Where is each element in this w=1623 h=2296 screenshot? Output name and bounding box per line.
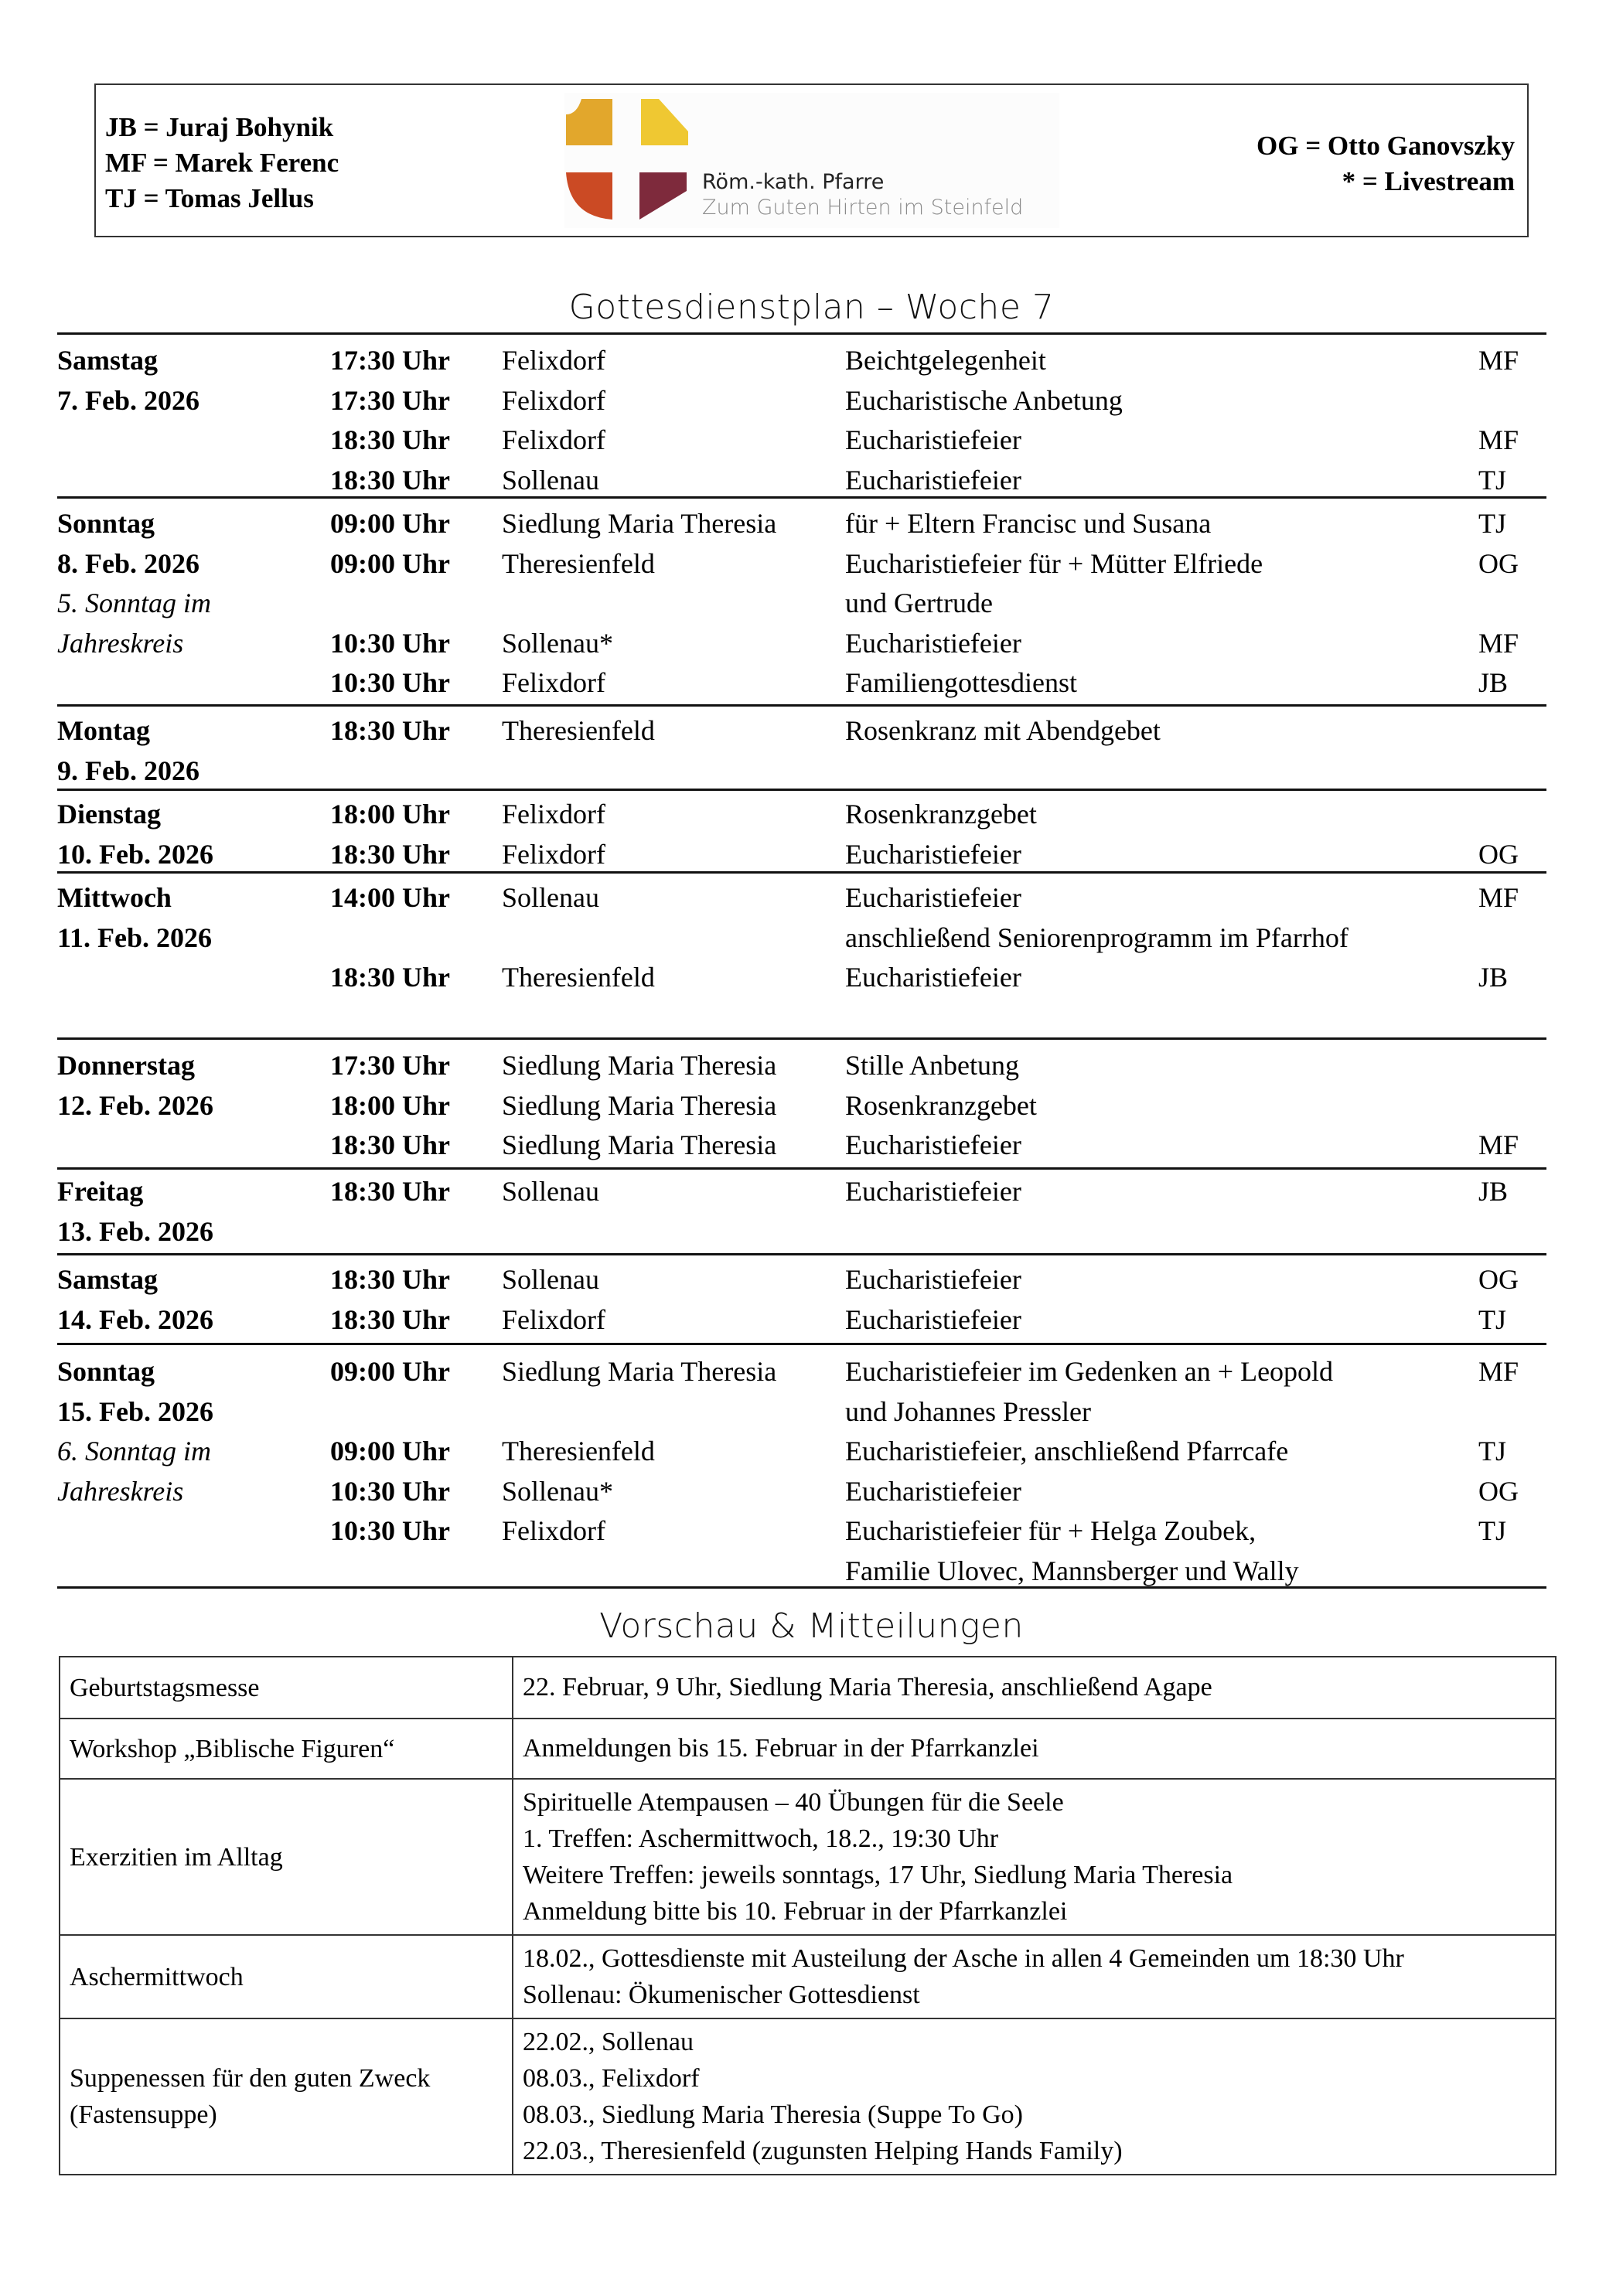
service-event: Eucharistiefeier (845, 882, 1021, 913)
day-divider (57, 871, 1546, 874)
announcements-title: Vorschau & Mitteilungen (599, 1606, 1024, 1646)
service-event: Familiengottesdienst (845, 667, 1077, 698)
service-priest: OG (1478, 838, 1519, 870)
service-event: Rosenkranz mit Abendgebet (845, 715, 1161, 746)
service-time: 18:30 Uhr (330, 715, 450, 746)
day-divider (57, 704, 1546, 707)
day-date: 12. Feb. 2026 (57, 1089, 213, 1121)
service-priest: TJ (1478, 1515, 1506, 1546)
announcements-table (59, 1656, 1557, 2175)
service-priest: MF (1478, 1129, 1519, 1160)
liturgical-note: Jahreskreis (57, 1475, 184, 1507)
day-name: Freitag (57, 1176, 144, 1207)
service-event: Eucharistiefeier (845, 838, 1021, 870)
service-location: Theresienfeld (502, 1436, 655, 1467)
service-event: Rosenkranzgebet (845, 1089, 1037, 1121)
day-divider (57, 1167, 1546, 1170)
service-event: Eucharistiefeier für + Mütter Elfriede (845, 547, 1263, 579)
day-date: 14. Feb. 2026 (57, 1303, 213, 1335)
announcement-label (60, 1779, 513, 1935)
service-location: Felixdorf (502, 384, 605, 416)
legend-entry-mf: MF = Marek Ferenc (105, 148, 339, 178)
service-time: 09:00 Uhr (330, 1356, 450, 1387)
day-date: 15. Feb. 2026 (57, 1395, 213, 1427)
announcement-label (60, 1935, 513, 2018)
service-event: Eucharistiefeier im Gedenken an + Leopold (845, 1356, 1334, 1387)
announcement-detail-line: 08.03., Felixdorf (523, 2064, 700, 2093)
service-event: Rosenkranzgebet (845, 799, 1037, 829)
service-location: Felixdorf (502, 838, 605, 870)
service-location: Felixdorf (502, 667, 605, 698)
day-divider (57, 496, 1546, 499)
announcement-detail-line: 18.02., Gottesdienste mit Austeilung der Asche in allen 4 Gemeinden um 18:30 Uhr (523, 1944, 1404, 1973)
day-name: Samstag (57, 345, 159, 376)
service-event: anschließend Seniorenprogramm im Pfarrhof (845, 921, 1349, 953)
day-divider (57, 1343, 1546, 1345)
service-event: Eucharistiefeier (845, 627, 1021, 659)
service-time: 18:30 Uhr (330, 838, 450, 870)
service-time: 18:30 Uhr (330, 1129, 450, 1160)
announcement-details (513, 1657, 1556, 1719)
parish-logo (564, 93, 1059, 228)
service-location: Siedlung Maria Theresia (502, 1050, 777, 1081)
service-event: Eucharistiefeier für + Helga Zoubek, (845, 1515, 1256, 1546)
service-priest: MF (1478, 1356, 1519, 1387)
legend-entry-livestream: * = Livestream (1342, 166, 1515, 196)
service-priest: TJ (1478, 508, 1506, 539)
day-name: Sonntag (57, 508, 155, 539)
day-name: Mittwoch (57, 882, 172, 913)
service-location: Sollenau* (502, 1475, 613, 1507)
legend-priests-left (105, 110, 339, 216)
service-priest: OG (1478, 1264, 1519, 1295)
service-location: Sollenau* (502, 627, 613, 659)
liturgical-note: 5. Sonntag im (57, 588, 212, 618)
announcement-detail-line: 08.03., Siedlung Maria Theresia (Suppe To Go) (523, 2100, 1023, 2129)
service-event: Eucharistiefeier (845, 464, 1021, 496)
service-event: Beichtgelegenheit (845, 345, 1046, 376)
service-priest: OG (1478, 547, 1519, 579)
service-location: Siedlung Maria Theresia (502, 1089, 777, 1121)
service-time: 18:30 Uhr (330, 464, 450, 496)
service-priest: MF (1478, 424, 1519, 455)
service-time: 18:30 Uhr (330, 962, 450, 993)
service-event: Eucharistiefeier (845, 1475, 1021, 1507)
service-time: 18:30 Uhr (330, 1303, 450, 1335)
day-name: Montag (57, 715, 150, 746)
service-location: Felixdorf (502, 424, 605, 455)
announcement-details (513, 2018, 1556, 2175)
announcement-label-line: Aschermittwoch (70, 1962, 244, 1991)
announcement-detail-line: 22.03., Theresienfeld (zugunsten Helping Hands Family) (523, 2137, 1123, 2165)
day-date: 7. Feb. 2026 (57, 384, 199, 416)
announcement-detail-line: 1. Treffen: Aschermittwoch, 18.2., 19:30 Uhr (523, 1824, 999, 1853)
service-priest: JB (1478, 1176, 1509, 1207)
service-location: Felixdorf (502, 345, 605, 376)
service-location: Sollenau (502, 1264, 599, 1295)
day-name: Sonntag (57, 1356, 155, 1387)
service-event: Eucharistische Anbetung (845, 384, 1123, 416)
service-time: 10:30 Uhr (330, 627, 450, 659)
logo-text-parish: Röm.-kath. Pfarre (702, 170, 885, 194)
service-event: Eucharistiefeier (845, 1303, 1021, 1335)
day-date: 8. Feb. 2026 (57, 547, 199, 579)
day-divider (57, 1037, 1546, 1040)
announcement-detail-line: Anmeldung bitte bis 10. Februar in der Pfarrkanzlei (523, 1897, 1068, 1926)
announcement-detail-line: Spirituelle Atempausen – 40 Übungen für die Seele (523, 1788, 1064, 1817)
service-event: für + Eltern Francisc und Susana (845, 508, 1212, 539)
service-location: Sollenau (502, 882, 599, 913)
service-event: Stille Anbetung (845, 1050, 1019, 1081)
announcement-label-line: Exerzitien im Alltag (70, 1842, 283, 1872)
service-location: Siedlung Maria Theresia (502, 1129, 777, 1160)
day-divider (57, 332, 1546, 335)
announcement-row (60, 1779, 1556, 1935)
day-name: Samstag (57, 1264, 159, 1295)
service-time: 10:30 Uhr (330, 1515, 450, 1546)
service-time: 18:30 Uhr (330, 424, 450, 455)
liturgical-note: Jahreskreis (57, 627, 184, 659)
service-priest: MF (1478, 882, 1519, 913)
service-priest: MF (1478, 345, 1519, 376)
service-event: Eucharistiefeier, anschließend Pfarrcafe (845, 1436, 1289, 1467)
legend-entry-jb: JB = Juraj Bohynik (105, 112, 334, 142)
service-time: 09:00 Uhr (330, 1436, 450, 1467)
service-priest: TJ (1478, 464, 1506, 496)
service-time: 18:30 Uhr (330, 1176, 450, 1207)
service-priest: TJ (1478, 1436, 1506, 1467)
service-priest: MF (1478, 627, 1519, 659)
service-time: 18:00 Uhr (330, 1089, 450, 1121)
service-priest: JB (1478, 962, 1509, 993)
service-event: Familie Ulovec, Mannsberger und Wally (845, 1555, 1299, 1586)
service-location: Sollenau (502, 464, 599, 496)
announcement-label (60, 1657, 513, 1719)
service-priest: OG (1478, 1475, 1519, 1507)
day-divider (57, 1253, 1546, 1255)
service-event: Eucharistiefeier (845, 1264, 1021, 1295)
service-priest: JB (1478, 667, 1509, 698)
announcement-detail-line: Anmeldungen bis 15. Februar in der Pfarrkanzlei (523, 1734, 1039, 1763)
day-divider (57, 1586, 1546, 1589)
announcement-row (60, 1657, 1556, 1719)
day-name: Donnerstag (57, 1050, 195, 1081)
service-event: Eucharistiefeier (845, 1176, 1021, 1207)
schedule-title: Gottesdienstplan – Woche 7 (568, 288, 1055, 327)
service-location: Theresienfeld (502, 547, 655, 579)
legend-entry-tj: TJ = Tomas Jellus (105, 183, 314, 213)
announcement-label-line: Workshop „Biblische Figuren“ (70, 1734, 395, 1763)
service-time: 17:30 Uhr (330, 345, 450, 376)
service-location: Theresienfeld (502, 962, 655, 993)
service-time: 10:30 Uhr (330, 1475, 450, 1507)
announcement-detail-line: Weitere Treffen: jeweils sonntags, 17 Uhr, Siedlung Maria Theresia (523, 1861, 1233, 1889)
service-location: Felixdorf (502, 1303, 605, 1335)
announcement-detail-line: Sollenau: Ökumenischer Gottesdienst (523, 1981, 920, 2009)
day-date: 10. Feb. 2026 (57, 838, 213, 870)
service-location: Theresienfeld (502, 715, 655, 746)
service-location: Sollenau (502, 1176, 599, 1207)
service-time: 14:00 Uhr (330, 882, 450, 913)
announcement-label (60, 2018, 513, 2175)
service-priest: TJ (1478, 1303, 1506, 1335)
announcement-row (60, 1719, 1556, 1779)
announcement-label-line: Suppenessen für den guten Zweck (70, 2064, 431, 2093)
announcement-detail-line: 22. Februar, 9 Uhr, Siedlung Maria Theresia, anschließend Agape (523, 1673, 1212, 1702)
day-date: 9. Feb. 2026 (57, 755, 199, 786)
announcement-details (513, 1779, 1556, 1935)
service-time: 18:30 Uhr (330, 1264, 450, 1295)
service-time: 09:00 Uhr (330, 547, 450, 579)
service-time: 17:30 Uhr (330, 1050, 450, 1081)
service-location: Siedlung Maria Theresia (502, 1356, 777, 1387)
announcement-detail-line: 22.02., Sollenau (523, 2028, 694, 2056)
service-location: Felixdorf (502, 1515, 605, 1546)
legend-entry-og: OG = Otto Ganovszky (1256, 131, 1515, 161)
service-time: 17:30 Uhr (330, 384, 450, 416)
announcement-row (60, 1935, 1556, 2018)
announcement-label (60, 1719, 513, 1779)
logo-text-name: Zum Guten Hirten im Steinfeld (702, 196, 1024, 220)
announcement-details (513, 1935, 1556, 2018)
day-date: 13. Feb. 2026 (57, 1215, 213, 1247)
announcement-label-line: (Fastensuppe) (70, 2100, 217, 2129)
service-time: 18:00 Uhr (330, 799, 450, 829)
service-time: 09:00 Uhr (330, 508, 450, 539)
day-name: Dienstag (57, 799, 161, 829)
service-event: Eucharistiefeier (845, 1129, 1021, 1160)
service-event: und Johannes Pressler (845, 1395, 1091, 1427)
legend-priests-right (1256, 128, 1515, 199)
announcement-details (513, 1719, 1556, 1779)
announcement-label-line: Geburtstagsmesse (70, 1673, 260, 1702)
service-event: Eucharistiefeier (845, 962, 1021, 993)
service-event: Eucharistiefeier (845, 424, 1021, 455)
service-time: 10:30 Uhr (330, 667, 450, 698)
cross-logo-icon (564, 93, 696, 228)
service-location: Felixdorf (502, 799, 605, 829)
day-divider (57, 789, 1546, 791)
announcement-row (60, 2018, 1556, 2175)
service-location: Siedlung Maria Theresia (502, 508, 777, 539)
day-date: 11. Feb. 2026 (57, 921, 213, 953)
liturgical-note: 6. Sonntag im (57, 1436, 212, 1467)
service-event: und Gertrude (845, 588, 993, 618)
